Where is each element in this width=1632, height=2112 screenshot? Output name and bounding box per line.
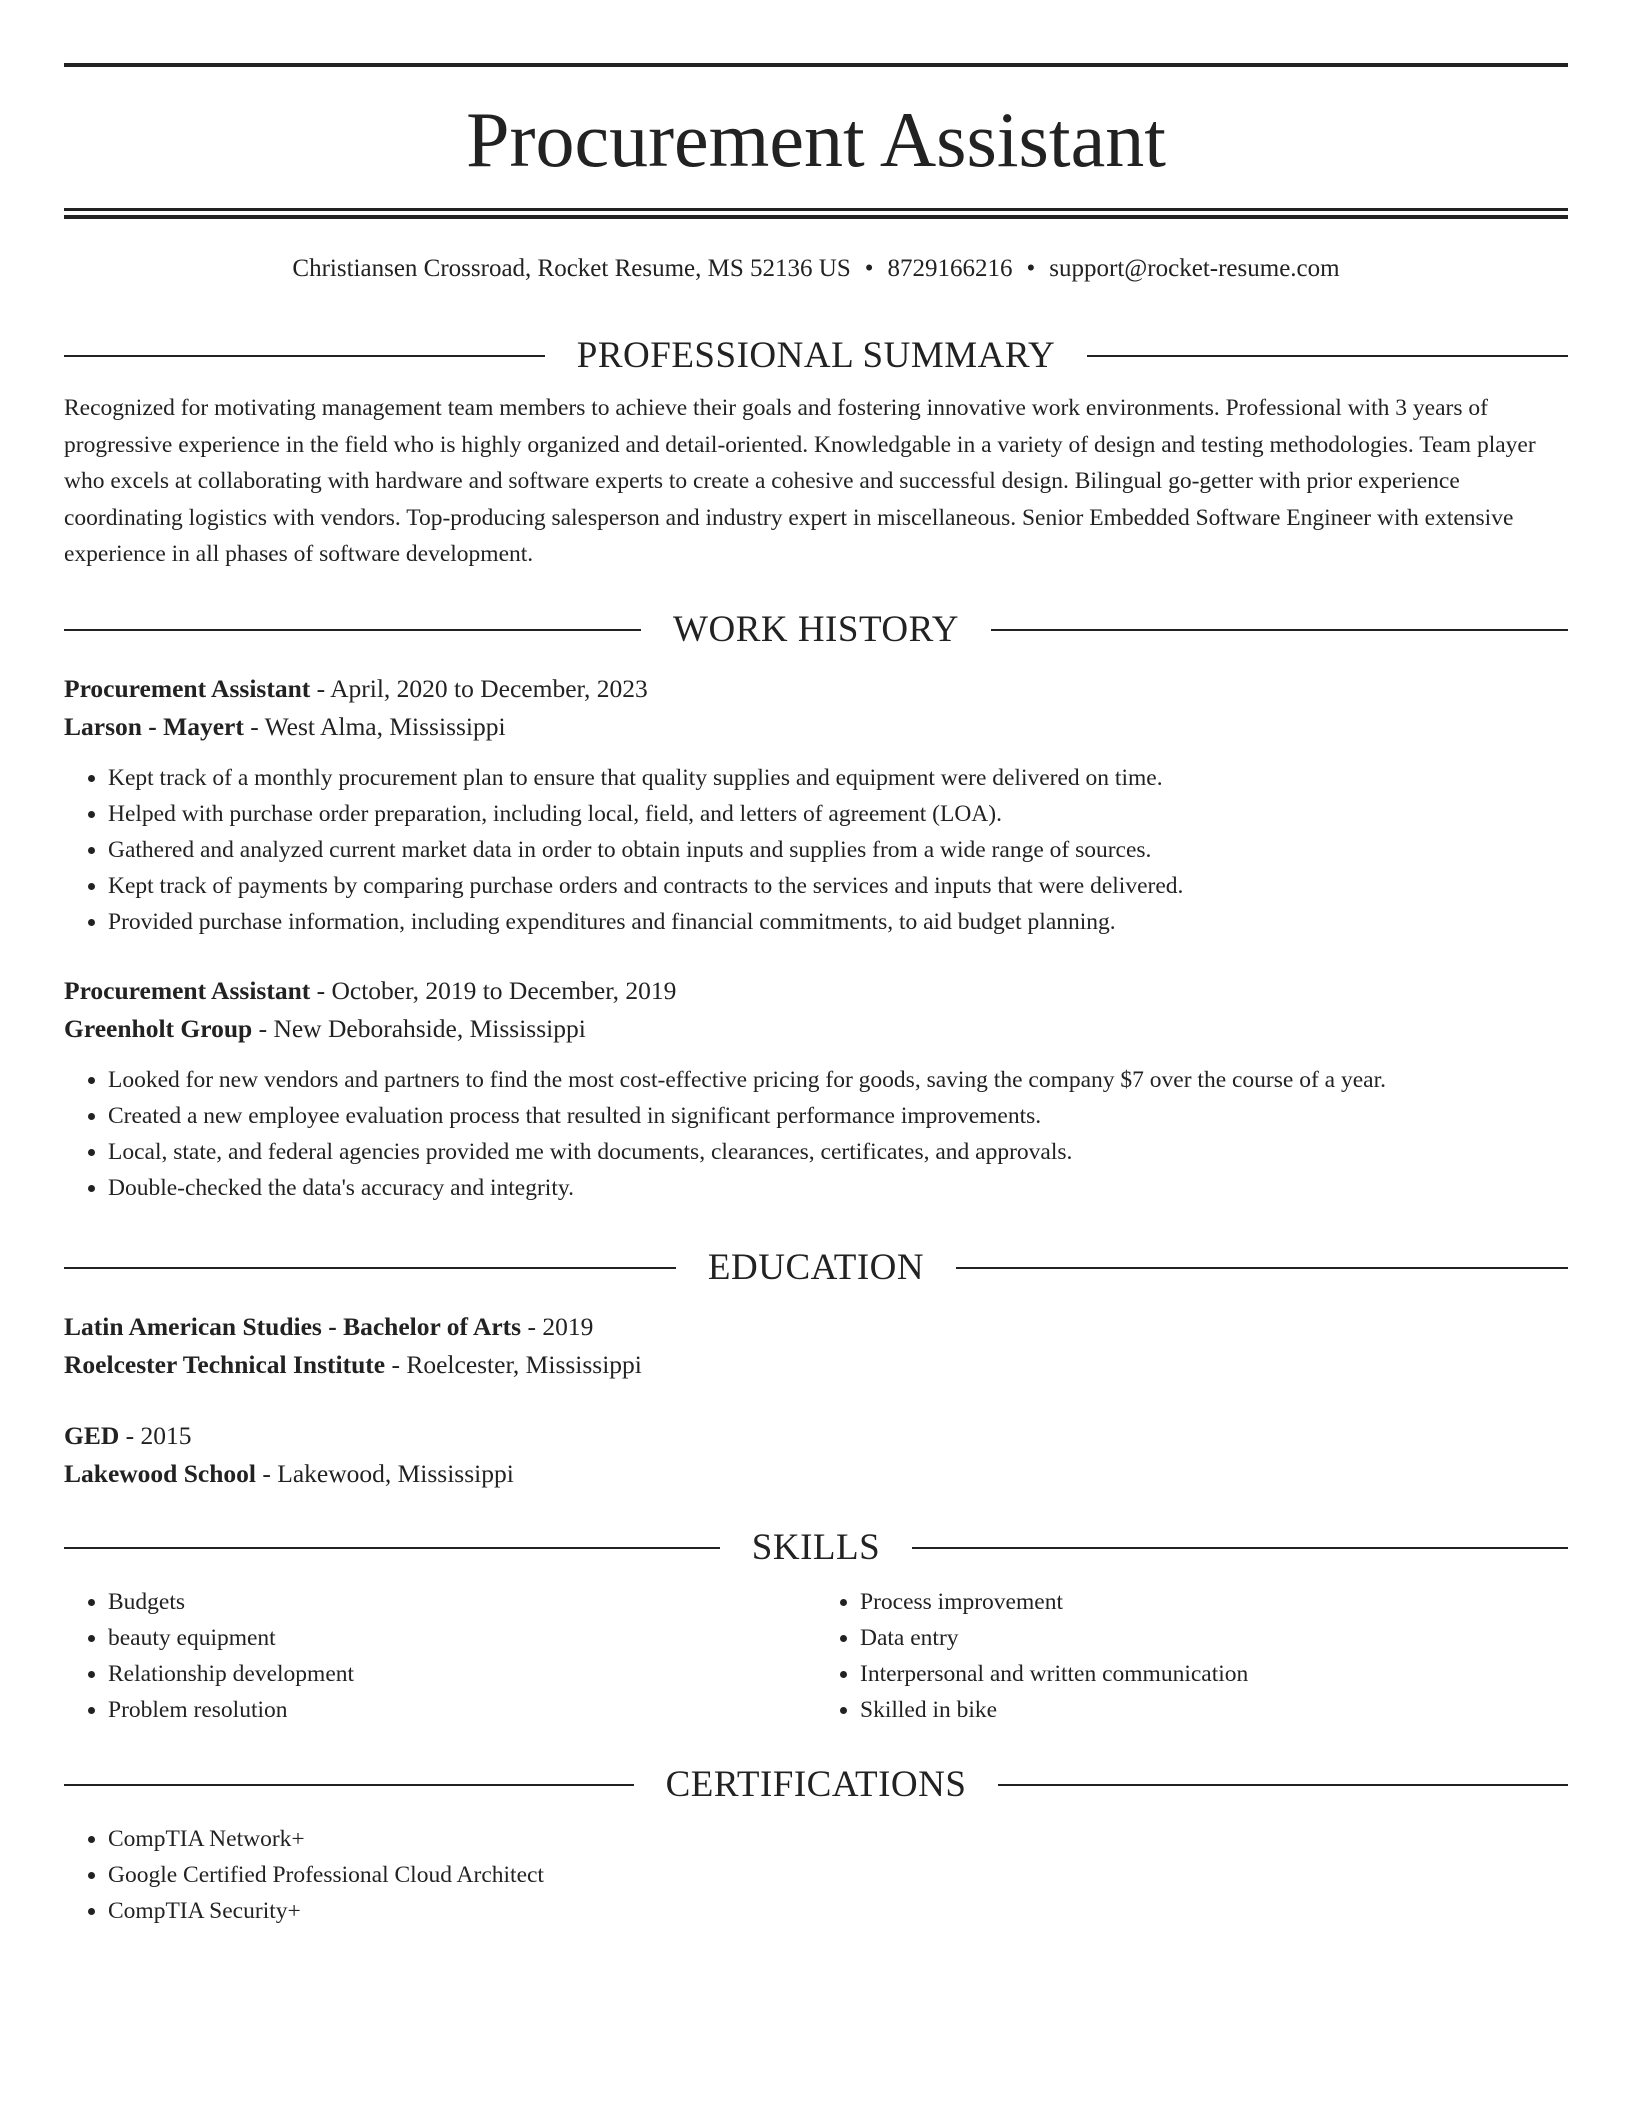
section-rule [64,1267,676,1269]
list-item: • Provided purchase information, including expenditures and financial commitments, to aid budget planning. [108,904,1568,940]
list-item: • beauty equipment [108,1620,816,1656]
list-item: • Data entry [860,1620,1568,1656]
education-school-line [64,1455,1568,1493]
education-section [64,1246,1568,1493]
education-degree: Latin American Studies - Bachelor of Arts [64,1312,522,1341]
list-item: • Interpersonal and written communication [860,1656,1568,1692]
contact-line [64,253,1568,285]
education-year: - 2019 [521,1312,594,1341]
education-location: - Roelcester, Mississippi [385,1350,642,1379]
section-rule [64,629,641,631]
job-company: Greenholt Group [64,1014,253,1043]
list-item: • Kept track of payments by comparing purchase orders and contracts to the services and inputs that were delivered. [108,868,1568,904]
job-company-line [64,1010,1568,1048]
education-year: - 2015 [119,1421,192,1450]
job-title: Procurement Assistant [64,674,311,703]
section-heading-certifications: CERTIFICATIONS [665,1764,967,1805]
section-rule [64,355,545,357]
list-item: • Relationship development [108,1656,816,1692]
job-bullets [64,1062,1568,1206]
list-item: • Helped with purchase order preparation, including local, field, and letters of agreement (LOA). [108,796,1568,832]
contact-separator: • [864,255,874,282]
list-item: • Looked for new vendors and partners to find the most cost-effective pricing for goods, saving the company $7 over the course of a year. [108,1062,1568,1098]
section-header [64,334,1568,378]
section-heading-education: EDUCATION [707,1247,925,1288]
job-dates: - October, 2019 to December, 2019 [310,976,677,1005]
education-school: Lakewood School [64,1459,256,1488]
work-history-section [64,608,1568,1206]
list-item: • Problem resolution [108,1692,816,1728]
job-location: - West Alma, Mississippi [243,712,506,741]
section-heading-summary: PROFESSIONAL SUMMARY [576,335,1056,376]
contact-email: support@rocket-resume.com [1049,255,1340,282]
job-location: - New Deborahside, Mississippi [252,1014,586,1043]
certifications-list [64,1821,1568,1929]
list-item: • Kept track of a monthly procurement plan to ensure that quality supplies and equipment were delivered on time. [108,760,1568,796]
section-rule [998,1784,1568,1786]
education-school: Roelcester Technical Institute [64,1350,386,1379]
education-degree-line [64,1308,1568,1346]
skills-columns [64,1584,1568,1728]
job-bullets [64,760,1568,940]
list-item: • Created a new employee evaluation process that resulted in significant performance improvements. [108,1098,1568,1134]
contact-address: Christiansen Crossroad, Rocket Resume, MS 52136 US [292,255,851,282]
section-heading-work: WORK HISTORY [673,609,959,650]
job-entry [64,972,1568,1206]
resume-title: Procurement Assistant [466,96,1166,183]
section-header [64,608,1568,652]
summary-section [64,334,1568,573]
education-location: - Lakewood, Mississippi [256,1459,514,1488]
section-header [64,1246,1568,1290]
section-rule [991,629,1568,631]
job-company: Larson - Mayert [64,712,244,741]
job-title-line [64,670,1568,708]
list-item: • Gathered and analyzed current market data in order to obtain inputs and supplies from a wide range of sources. [108,832,1568,868]
section-heading-skills: SKILLS [751,1527,881,1568]
list-item: • Local, state, and federal agencies provided me with documents, clearances, certificates, and approvals. [108,1134,1568,1170]
list-item: • CompTIA Network+ [108,1821,1568,1857]
education-degree-line [64,1417,1568,1455]
summary-text: Recognized for motivating management team members to achieve their goals and fostering innovative work environments. Professional with 3 years of progressive experience in the field who is highly organized and detail-oriented. Knowledgable in a variety of design and testing methodologies. Team player who excels at collaborating with hardware and software experts to create a cohesive and successful design. Bilingual go-getter with prior experience coordinating logistics with vendors. Top-producing salesperson and industry expert in miscellaneous. Senior Embedded Software Engineer with extensive experience in all phases of software development. [64,395,1536,567]
list-item: • Google Certified Professional Cloud Architect [108,1857,1568,1893]
list-item: • Process improvement [860,1584,1568,1620]
section-rule [64,1784,634,1786]
list-item: • Budgets [108,1584,816,1620]
certifications-section [64,1763,1568,1929]
list-item: • Skilled in bike [860,1692,1568,1728]
skills-list-left [64,1584,816,1728]
contact-separator: • [1026,255,1036,282]
list-item: • CompTIA Security+ [108,1893,1568,1929]
section-rule [1087,355,1568,357]
title-double-divider [64,208,1568,219]
section-header [64,1526,1568,1570]
section-rule [956,1267,1568,1269]
job-entry [64,670,1568,940]
job-title-line [64,972,1568,1010]
education-school-line [64,1346,1568,1384]
education-entry [64,1417,1568,1493]
job-company-line [64,708,1568,746]
education-entry [64,1308,1568,1384]
list-item: • Double-checked the data's accuracy and integrity. [108,1170,1568,1206]
section-rule [912,1547,1568,1549]
skills-section [64,1526,1568,1728]
education-degree: GED [64,1421,120,1450]
top-divider [64,63,1568,67]
section-rule [64,1547,720,1549]
skills-list-right [816,1584,1568,1728]
job-dates: - April, 2020 to December, 2023 [310,674,648,703]
section-header [64,1763,1568,1807]
job-title: Procurement Assistant [64,976,311,1005]
contact-phone: 8729166216 [887,255,1013,282]
